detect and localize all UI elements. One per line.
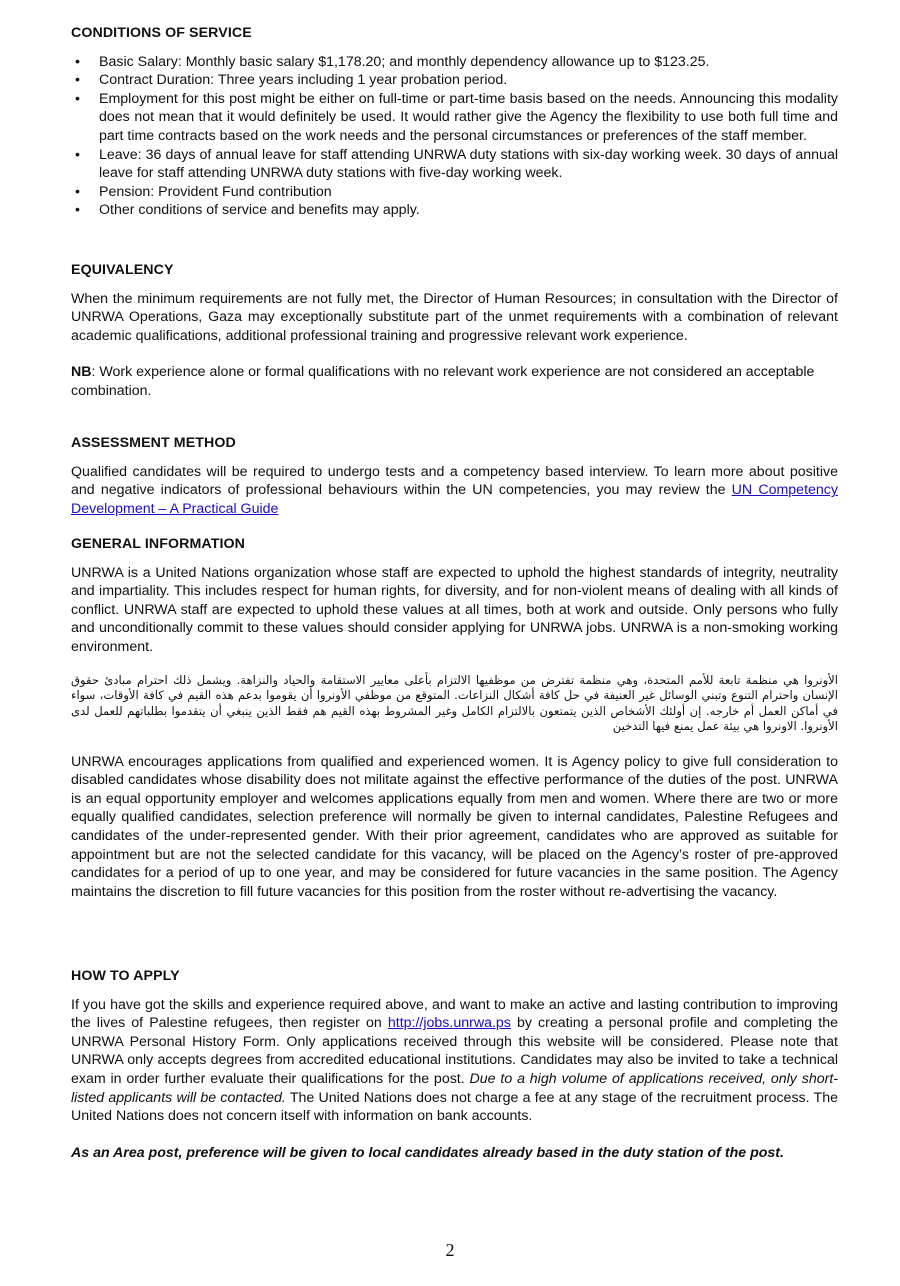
competency-guide-link[interactable]: UN Competency Development – A Practical Guide (71, 482, 838, 517)
assessment-heading: ASSESSMENT METHOD (71, 435, 236, 451)
list-item: • Other conditions of service and benefits may apply. (75, 202, 420, 219)
area-post-note: As an Area post, preference will be given to local candidates already based in the duty station of the post. (71, 1144, 784, 1161)
bullet-icon: • (75, 183, 80, 200)
conditions-list (71, 53, 838, 220)
list-item: • Contract Duration: Three years including 1 year probation period. (75, 72, 508, 89)
conditions-heading: CONDITIONS OF SERVICE (71, 25, 252, 41)
assessment-paragraph: Qualified candidates will be required to undergo tests and a competency based interview. To learn more about positive and negative indicators of professional behaviours within the UN competencies, you may review the UN Competency Development – A Practical Guide (71, 463, 838, 517)
nb-label: NB (71, 364, 92, 381)
shortlist-note: Due to a high volume of applications received, only short-listed applicants will be contacted. (71, 1070, 838, 1106)
how-to-apply-heading: HOW TO APPLY (71, 968, 180, 984)
arabic-paragraph: الأونروا هي منظمة تابعة للأمم المتحدة، وهي منظمة تفترض من موظفيها الالتزام بأعلى معايير الاستقامة والحياد والنزاهة. ويشمل ذلك احترام مبادئ حقوق الإنسان واحترام التنوع وتبني الوسائل غير العنيفة في حل كافة أشكال النزاعات. المتوقع من موظفي الأونروا أن يقوموا بدعم هذه القيم في كافة الأوقات، سواء في أماكن العمل أم خارجه. إن أولئك الأشخاص الذين يتمتعون بالالتزام الكامل وغير المشروط بهذه القيم هم فقط الذين ينبغي أن يتقدموا بطلباتهم للعمل لدى الأونروا. الاونروا هي بيئة عمل يمنع فيها التدخين (71, 672, 838, 734)
bullet-icon: • (75, 72, 80, 89)
general-paragraph-1: UNRWA is a United Nations organization whose staff are expected to uphold the highest standards of integrity, neutrality and impartiality. This includes respect for human rights, for diversity, and for non-violent means of dealing with all kinds of conflict. UNRWA staff are expected to uphold these values at all times, both at work and outside. Only persons who fully and unconditionally commit to these values should consider applying for UNRWA jobs. UNRWA is a non-smoking working environment. (71, 564, 838, 655)
equivalency-heading: EQUIVALENCY (71, 262, 174, 278)
nb-paragraph: NB: Work experience alone or formal qualifications with no relevant work experience are not considered an acceptable combination. (71, 364, 815, 399)
bullet-icon: • (75, 53, 80, 70)
how-to-apply-section (71, 967, 838, 1162)
bullet-icon: • (75, 202, 80, 219)
page-number: 2 (445, 1240, 455, 1260)
jobs-portal-link[interactable]: http://jobs.unrwa.ps (387, 1015, 511, 1032)
assessment-section (71, 434, 838, 518)
general-information-section (71, 535, 838, 901)
bullet-icon: • (75, 90, 80, 107)
how-to-apply-paragraph: If you have got the skills and experience required above, and want to make an active and lasting contribution to improving the lives of Palestine refugees, then register on http://jobs.unrwa.ps by creating a personal profile and completing the UNRWA Personal History Form. Only applications received through this website will be considered. Please note that UNRWA only accepts degrees from accredited educational institutions. Candidates may also be invited to take a technical exam in order further evaluate their qualifications for the post. Due to a high volume of applications received, only short-listed applicants will be contacted. The United Nations does not charge a fee at any stage of the recruitment process. The United Nations does not concern itself with information on bank accounts. (71, 996, 838, 1125)
list-item: • Basic Salary: Monthly basic salary $1,178.20; and monthly dependency allowance up to $123.25. (75, 53, 710, 70)
equivalency-section (71, 261, 838, 401)
list-item: • Employment for this post might be either on full-time or part-time basis based on the needs. Announcing this modality does not mean that it would definitely be used. It would rather give the Agency the flexibility to use both full time and part time contracts based on the work needs and the personal circumstances or preferences of the staff member. (75, 90, 838, 144)
bullet-icon: • (75, 146, 80, 163)
equivalency-paragraph: When the minimum requirements are not fully met, the Director of Human Resources; in consultation with the Director of UNRWA Operations, Gaza may exceptionally substitute part of the unmet requirements with a combination of relevant academic qualifications, additional professional training and progressive relevant work experience. (71, 290, 838, 344)
conditions-section (71, 24, 838, 220)
general-paragraph-2: UNRWA encourages applications from qualified and experienced women. It is Agency policy to give full consideration to disabled candidates whose disability does not militate against the effective performance of the duties of the post. UNRWA is an equal opportunity employer and welcomes applications equally from men and women. Where there are two or more equally qualified candidates, selection preference will normally be given to internal candidates, Palestine Refugees and candidates of the under-represented gender. With their prior agreement, candidates who are approved as suitable for appointment but are not the selected candidate for this vacancy, will be placed on the Agency’s roster of pre-approved candidates for a period of up to one year, and may be considered for future vacancies in the same position. The Agency maintains the discretion to fill future vacancies for this position from the roster without re-advertising the vacancy. (71, 753, 838, 900)
list-item: • Pension: Provident Fund contribution (75, 183, 332, 200)
list-item: • Leave: 36 days of annual leave for staff attending UNRWA duty stations with six-day working week. 30 days of annual leave for staff attending UNRWA duty stations with five-day working week. (75, 146, 838, 182)
general-information-heading: GENERAL INFORMATION (71, 536, 245, 552)
